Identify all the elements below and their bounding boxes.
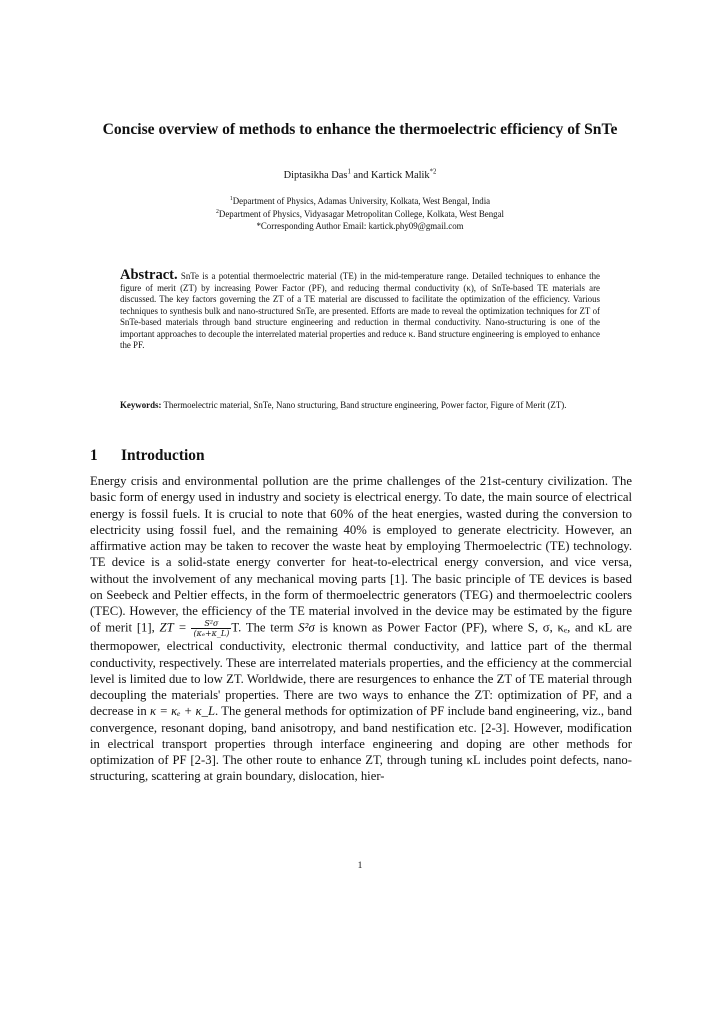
body-text: . The general methods for optimization of PF include band engineering, viz., band convergence, resonant doping, band anisotropy, and band nestification etc. [2-3]. However, modification in electrical transport properties through interface engineering and doping are other methods for optimization of PF [2-3]. The other route to enhance ZT, through tuning κL includes point defects, nano-structuring, scattering at grain boundary, dislocation, hier- (90, 704, 632, 784)
author-name: Kartick Malik (371, 170, 430, 181)
paper-title: Concise overview of methods to enhance the thermoelectric efficiency of SnTe (102, 121, 618, 138)
body-text: Energy crisis and environmental pollution are the prime challenges of the 21st-century civilization. The basic form of energy used in industry and society is electrical energy. To date, the main source of electrical energy is fossil fuels. It is crucial to note that 60% of the heat energies, wasted during the conversion to electricity using fossil fuel, and the remaining 40% is employed to generate electricity. However, an affirmative action may be taken to recover the waste heat by employing Thermoelectric (TE) technology. TE device is a solid-state energy converter for heat-to-electrical energy conversion, and vice versa, without the involvement of any mechanical moving parts [1]. The basic principle of TE devices is based on Seebeck and Peltier effects, in the form of thermoelectric generators (TEG) and thermoelectric coolers (TEC). However, the efficiency of the TE material involved in the device may be estimated by the figure of merit [1], (90, 474, 632, 635)
abstract (120, 267, 600, 352)
affiliations (90, 195, 630, 233)
keywords-text: Thermoelectric material, SnTe, Nano structuring, Band structure engineering, Power factor, Figure of Merit (ZT). (161, 400, 567, 410)
kappa-equation: κ = κₑ + κ_L (150, 704, 216, 719)
fraction-numerator: S²σ (191, 619, 231, 629)
affiliation-text: Department of Physics, Vidyasagar Metropolitan College, Kolkata, West Bengal (218, 208, 504, 219)
keywords-label: Keywords: (120, 400, 162, 410)
zt-fraction (191, 619, 231, 638)
abstract-text: SnTe is a potential thermoelectric material (TE) in the mid-temperature range. Detailed techniques to enhance the figure of merit (ZT) by increasing Power Factor (PF), and reducing thermal conductivity (κ), of SnTe-based TE materials are discussed. The key factors governing the ZT of a TE material are discussed to facilitate the optimization of the efficiency. Various techniques to synthesis bulk and nano-structured SnTe, are presented. Efforts are made to reveal the optimization techniques for ZT of SnTe-based materials through band structure engineering and reduction in thermal conductivity. Nano-structuring is one of the important approaches to decouple the interrelated material properties and reduce κ. Band structure engineering is employed to enhance the PF. (120, 271, 600, 351)
zt-equation: ZT = (159, 620, 192, 635)
body-text: is known as Power Factor (PF), where S, σ, κₑ, and κL are thermopower, electrical conductivity, electronic thermal conductivity, and lattice part of the thermal conductivity, respectively. These are interrelated materials properties, and the efficiency at the commercial level is limited due to low ZT. Worldwide, there are resurgences to enhance the ZT of TE material through decoupling the materials' properties. There are two ways to enhance the ZT: optimization of PF, and a decrease in (90, 620, 633, 719)
introduction-text (90, 473, 632, 785)
affiliation-text: *Corresponding Author Email: kartick.phy09@gmail.com (256, 221, 464, 231)
affiliation-line (90, 208, 630, 221)
page-number: 1 (357, 861, 363, 871)
affiliation-line (90, 195, 630, 208)
section-heading (90, 447, 205, 465)
affiliation-text: Department of Physics, Adamas University, Kolkata, West Bengal, India (232, 196, 491, 206)
author-affiliation-mark: 1 (347, 168, 351, 176)
fraction-denominator: (κₑ+κ_L) (193, 629, 230, 639)
power-factor-term: S²σ (298, 620, 315, 635)
author-line (90, 169, 630, 182)
author-name: Diptasikha Das (283, 170, 348, 181)
body-text: T. The term (231, 620, 299, 635)
author-affiliation-mark: *2 (429, 168, 437, 176)
corresponding-author (90, 220, 630, 233)
author-conjunction: and (350, 170, 372, 181)
keywords (120, 400, 600, 412)
abstract-heading: Abstract. (120, 267, 178, 283)
section-title: Introduction (121, 447, 205, 464)
section-number: 1 (90, 447, 98, 464)
affiliation-mark: 2 (216, 208, 219, 215)
affiliation-mark: 1 (229, 196, 233, 203)
